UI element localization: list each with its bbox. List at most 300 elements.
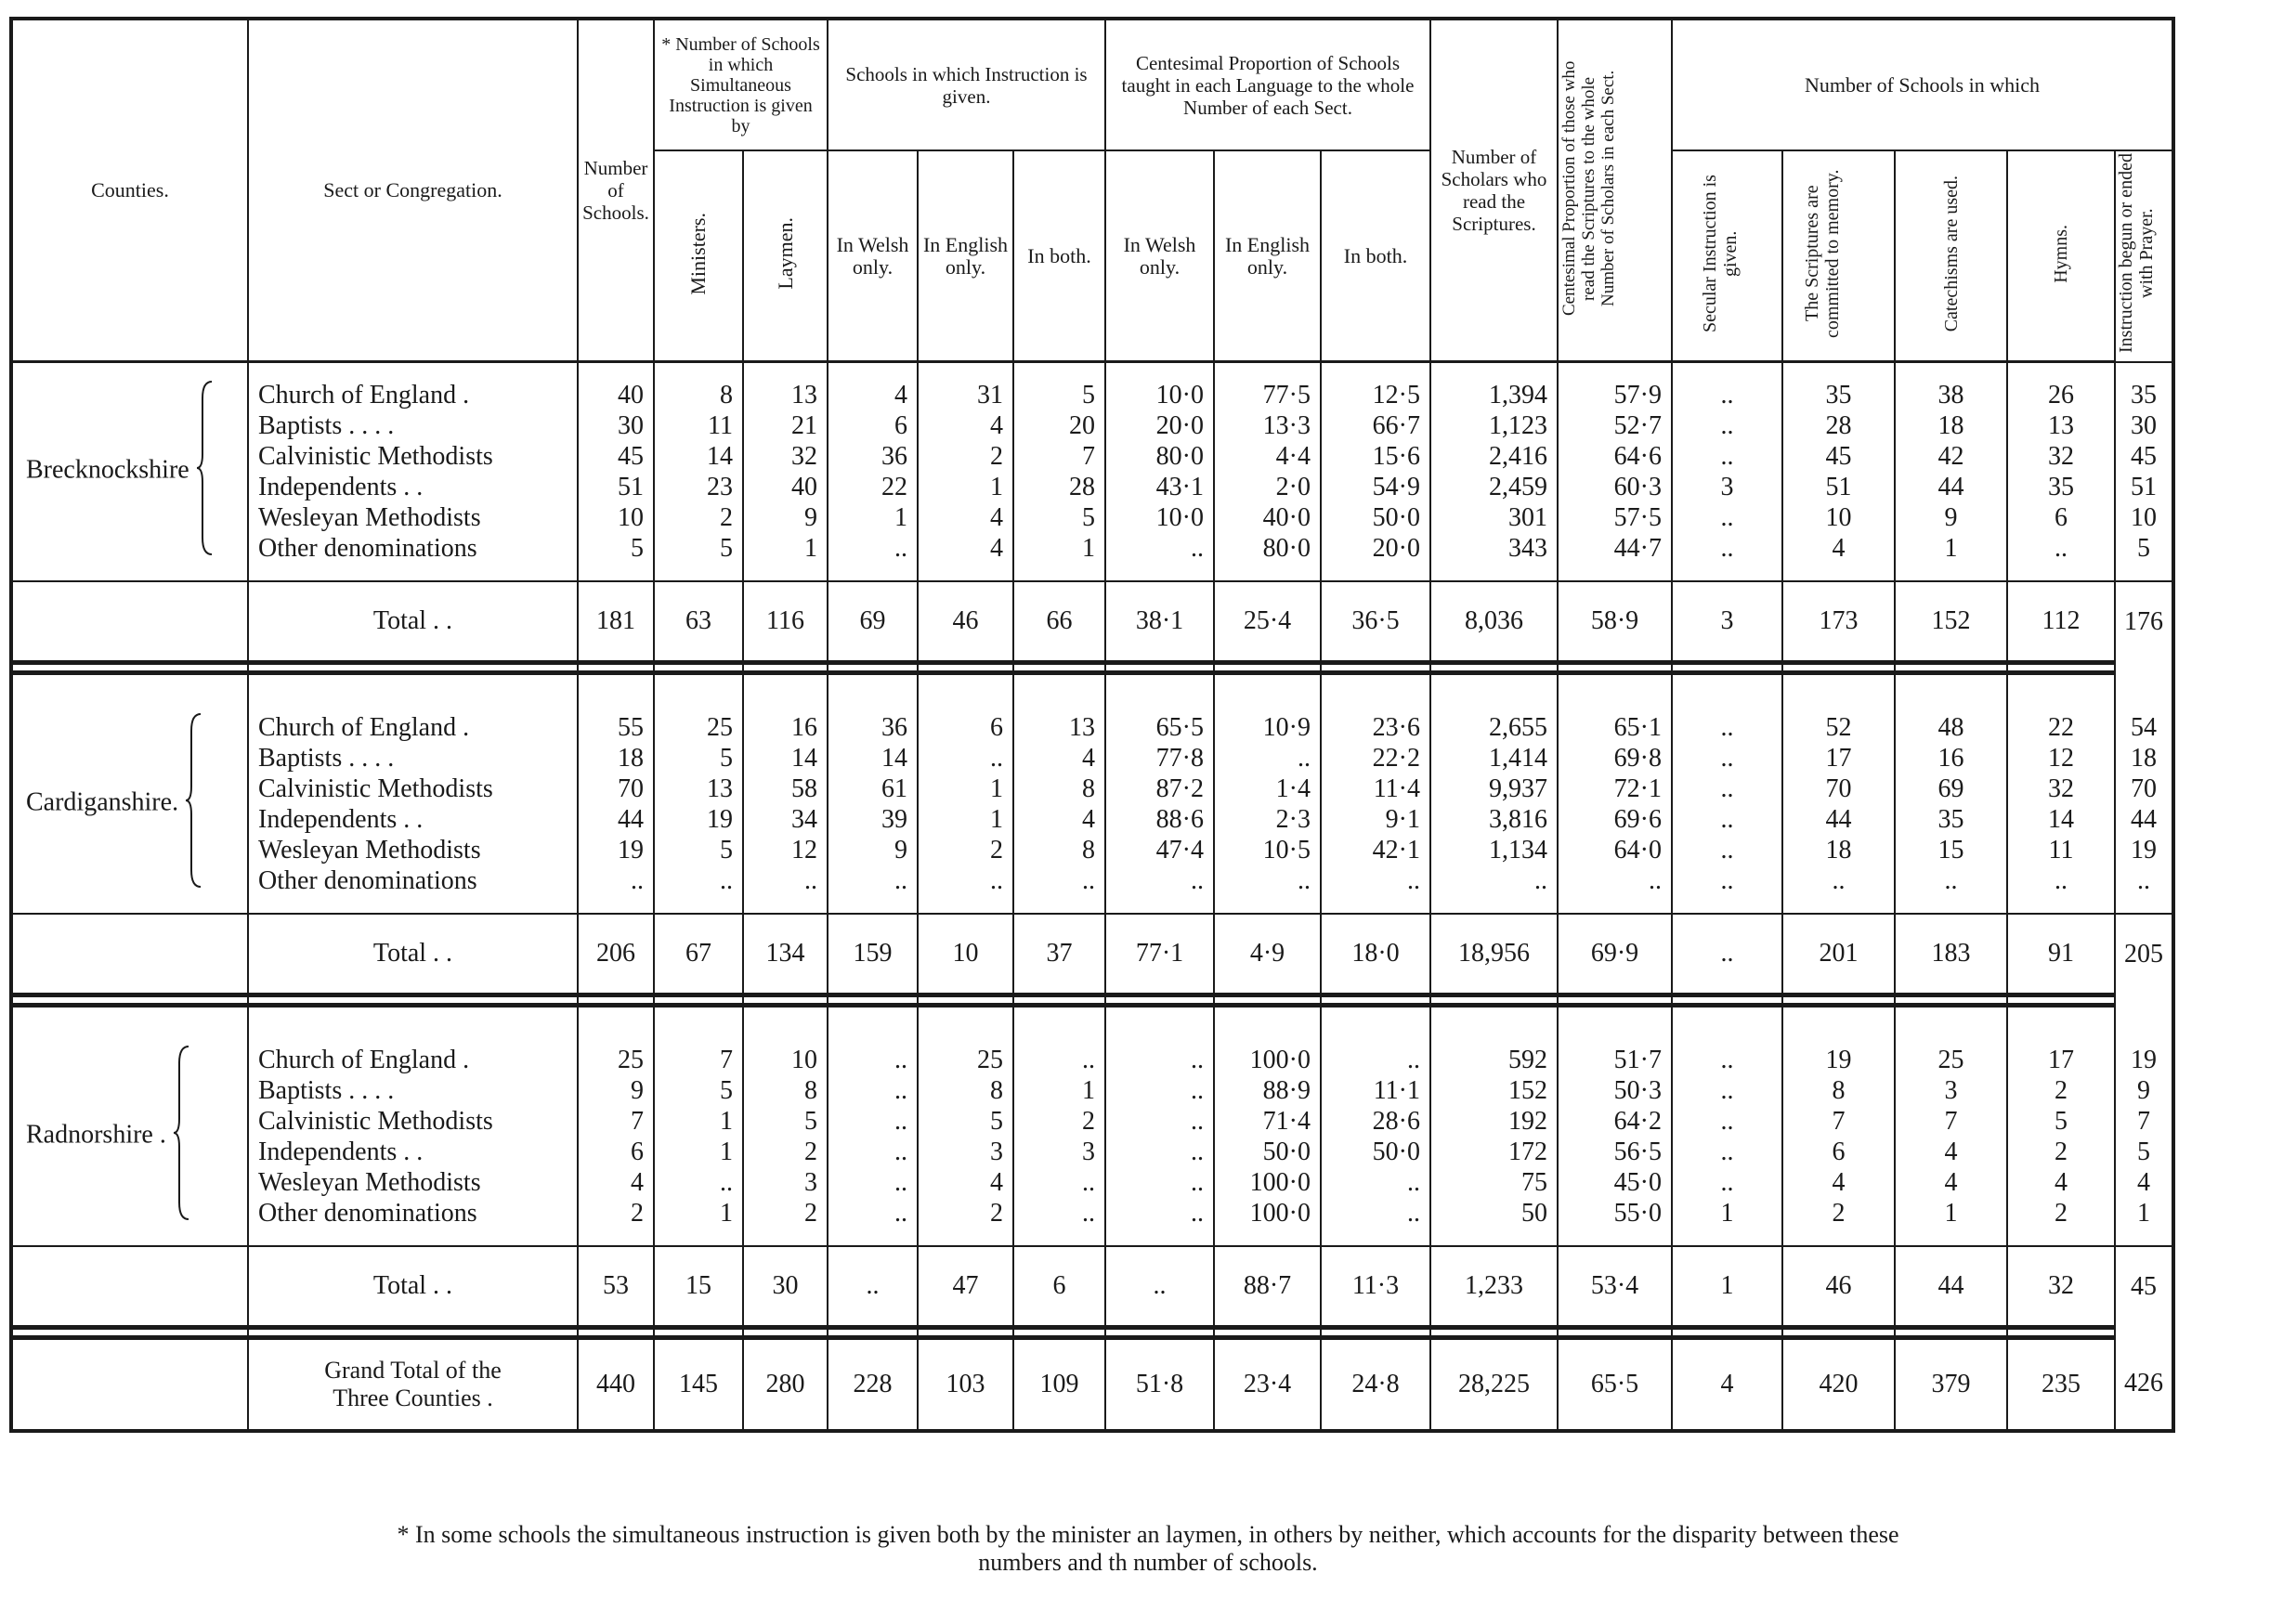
table-cell: 50·0 <box>1321 1137 1430 1167</box>
table-cell: 19 <box>1782 1045 1895 1075</box>
sect-name: Baptists . . . . <box>248 1075 578 1106</box>
table-cell: 32 <box>2007 441 2115 472</box>
table-cell: .. <box>828 533 918 564</box>
table-cell: .. <box>828 865 918 896</box>
table-cell: 8 <box>654 380 743 410</box>
table-cell: 2 <box>918 1198 1013 1228</box>
sect-name: Baptists . . . . <box>248 410 578 441</box>
table-cell: 16 <box>743 712 828 743</box>
spacer-row <box>11 1228 2173 1246</box>
table-cell: 6 <box>2007 502 2115 533</box>
sect-name: Church of England . <box>248 712 578 743</box>
table-cell: .. <box>918 865 1013 896</box>
total-cell: 201 <box>1782 914 1895 995</box>
total-cell: 1 <box>1672 1246 1782 1328</box>
table-cell: 21 <box>743 410 828 441</box>
table-cell: 14 <box>743 743 828 774</box>
table-cell: 4 <box>1895 1137 2007 1167</box>
header-pct-welsh-only: In Welsh only. <box>1105 150 1214 362</box>
table-cell: 8 <box>1013 774 1105 804</box>
table-cell: 20·0 <box>1105 410 1214 441</box>
total-cell: 88·7 <box>1214 1246 1321 1328</box>
header-simultaneous: * Number of Schools in which Simultaneous Instruction is given by <box>654 19 828 150</box>
table-cell: 34 <box>743 804 828 835</box>
table-cell: 35 <box>2007 472 2115 502</box>
table-cell: 64·6 <box>1558 441 1672 472</box>
county-label: Cardiganshire. <box>26 787 179 817</box>
table-cell: 8 <box>743 1075 828 1106</box>
table-cell: 61 <box>828 774 918 804</box>
table-cell: .. <box>1672 1045 1782 1075</box>
table-cell: 56·5 <box>1558 1137 1672 1167</box>
table-cell: 35 <box>1782 380 1895 410</box>
table-cell: 77·5 <box>1214 380 1321 410</box>
table-cell: .. <box>828 1198 918 1228</box>
table-cell: 1 <box>2115 1198 2173 1228</box>
header-scholars-read: Number of Scholars who read the Scriptures. <box>1430 19 1558 362</box>
table-cell: .. <box>1013 1198 1105 1228</box>
grand-total-cell: 109 <box>1013 1338 1105 1431</box>
table-cell: .. <box>1105 1075 1214 1106</box>
total-cell: .. <box>1672 914 1782 995</box>
table-cell: 7 <box>578 1106 654 1137</box>
table-cell: 11·4 <box>1321 774 1430 804</box>
table-cell: .. <box>654 1167 743 1198</box>
table-cell: .. <box>1013 1045 1105 1075</box>
county-name <box>11 712 248 896</box>
table-cell: 10·5 <box>1214 835 1321 865</box>
table-cell: 72·1 <box>1558 774 1672 804</box>
table-cell: 44 <box>578 804 654 835</box>
sect-name: Other denominations <box>248 1198 578 1228</box>
table-cell: 9 <box>828 835 918 865</box>
table-cell: 5 <box>654 835 743 865</box>
spacer-row <box>11 1006 2173 1046</box>
total-cell: 53 <box>578 1246 654 1328</box>
table-cell: 7 <box>1013 441 1105 472</box>
total-row <box>11 914 2173 995</box>
table-cell: 1 <box>654 1137 743 1167</box>
table-cell: .. <box>1105 1106 1214 1137</box>
table-row <box>11 1045 2173 1075</box>
table-cell: .. <box>828 1075 918 1106</box>
table-cell: 64·0 <box>1558 835 1672 865</box>
grand-total-cell: 235 <box>2007 1338 2115 1431</box>
table-cell: 13·3 <box>1214 410 1321 441</box>
table-cell: 6 <box>1782 1137 1895 1167</box>
table-cell: 45 <box>1782 441 1895 472</box>
table-row <box>11 743 2173 774</box>
table-cell: .. <box>1672 380 1782 410</box>
table-cell: 26 <box>2007 380 2115 410</box>
total-cell: 159 <box>828 914 918 995</box>
total-label: Total . . <box>248 581 578 663</box>
total-cell: 25·4 <box>1214 581 1321 663</box>
table-cell: 75 <box>1430 1167 1558 1198</box>
table-cell: .. <box>1105 1045 1214 1075</box>
table-cell: 5 <box>918 1106 1013 1137</box>
table-cell: .. <box>1672 1137 1782 1167</box>
table-cell: 14 <box>654 441 743 472</box>
table-cell: 343 <box>1430 533 1558 564</box>
table-cell: 52 <box>1782 712 1895 743</box>
table-cell: 14 <box>2007 804 2115 835</box>
table-cell: .. <box>1321 1045 1430 1075</box>
table-cell: 35 <box>2115 380 2173 410</box>
table-cell: 70 <box>578 774 654 804</box>
total-cell: 206 <box>578 914 654 995</box>
header-secular: Secular Instruction is given. <box>1672 150 1782 362</box>
table-cell: 17 <box>1782 743 1895 774</box>
table-cell: .. <box>1430 865 1558 896</box>
table-cell: 4 <box>2115 1167 2173 1198</box>
table-cell: 77·8 <box>1105 743 1214 774</box>
table-cell: 4 <box>1782 1167 1895 1198</box>
grand-total-cell: 65·5 <box>1558 1338 1672 1431</box>
table-cell: .. <box>1214 743 1321 774</box>
table-cell: 15·6 <box>1321 441 1430 472</box>
table-row <box>11 1075 2173 1106</box>
table-row <box>11 533 2173 564</box>
table-cell: 10 <box>2115 502 2173 533</box>
total-cell: 91 <box>2007 914 2115 995</box>
table-cell: 4 <box>2007 1167 2115 1198</box>
table-cell: 2·3 <box>1214 804 1321 835</box>
table-cell: .. <box>1672 743 1782 774</box>
table-row <box>11 410 2173 441</box>
county-label: Brecknockshire <box>26 455 189 485</box>
header-pct-english-only: In English only. <box>1214 150 1321 362</box>
table-cell: 25 <box>578 1045 654 1075</box>
table-cell: 22·2 <box>1321 743 1430 774</box>
header-english-only: In English only. <box>918 150 1013 362</box>
table-cell: 45 <box>578 441 654 472</box>
grand-total-cell: 103 <box>918 1338 1013 1431</box>
total-cell: 18·0 <box>1321 914 1430 995</box>
table-cell: 51 <box>1782 472 1895 502</box>
table-cell: 100·0 <box>1214 1045 1321 1075</box>
grand-total-cell: 420 <box>1782 1338 1895 1431</box>
total-cell: 181 <box>578 581 654 663</box>
table-cell: 4 <box>918 533 1013 564</box>
total-label: Total . . <box>248 1246 578 1328</box>
header-centesimal-scriptures: Centesimal Proportion of those who read the Scriptures to the whole Number of Scholars in each Sect. <box>1558 19 1672 362</box>
table-cell: 71·4 <box>1214 1106 1321 1137</box>
total-cell: 15 <box>654 1246 743 1328</box>
table-cell: 12·5 <box>1321 380 1430 410</box>
table-cell: 9·1 <box>1321 804 1430 835</box>
table-cell: 51 <box>578 472 654 502</box>
table-cell: 5 <box>743 1106 828 1137</box>
total-cell: 18,956 <box>1430 914 1558 995</box>
total-cell: 67 <box>654 914 743 995</box>
brace-icon <box>172 1045 190 1228</box>
table-cell: 10·0 <box>1105 502 1214 533</box>
total-cell: 8,036 <box>1430 581 1558 663</box>
header-pct-both: In both. <box>1321 150 1430 362</box>
table-row <box>11 472 2173 502</box>
table-cell: 1 <box>918 804 1013 835</box>
total-cell: 46 <box>918 581 1013 663</box>
table-cell: 5 <box>578 533 654 564</box>
table-cell: 4 <box>1013 743 1105 774</box>
grand-total-label-line-1: Grand Total of the <box>324 1356 502 1384</box>
table-cell: 23 <box>654 472 743 502</box>
table-cell: .. <box>1558 865 1672 896</box>
table-cell: 1 <box>1013 533 1105 564</box>
brace-icon <box>184 712 202 896</box>
table-cell: .. <box>2007 533 2115 564</box>
header-both: In both. <box>1013 150 1105 362</box>
table-cell: 11 <box>654 410 743 441</box>
table-cell: 50·0 <box>1214 1137 1321 1167</box>
spacer-row <box>11 896 2173 914</box>
header-instruction-given: Schools in which Instruction is given. <box>828 19 1105 150</box>
table-cell: .. <box>1321 865 1430 896</box>
total-cell: 69 <box>828 581 918 663</box>
grand-total-cell: 24·8 <box>1321 1338 1430 1431</box>
table-cell: .. <box>1321 1198 1430 1228</box>
table-cell: 13 <box>743 380 828 410</box>
table-cell: 60·3 <box>1558 472 1672 502</box>
total-cell: 173 <box>1782 581 1895 663</box>
table-cell: 32 <box>743 441 828 472</box>
table-cell: 44·7 <box>1558 533 1672 564</box>
grand-total-cell: 23·4 <box>1214 1338 1321 1431</box>
grand-total-cell: 145 <box>654 1338 743 1431</box>
table-cell: 100·0 <box>1214 1198 1321 1228</box>
table-row <box>11 835 2173 865</box>
table-cell: 5 <box>1013 380 1105 410</box>
table-cell: 5 <box>2115 1137 2173 1167</box>
header-committed: The Scriptures are committed to memory. <box>1782 150 1895 362</box>
table-cell: 4 <box>578 1167 654 1198</box>
total-cell: 4·9 <box>1214 914 1321 995</box>
table-cell: 23·6 <box>1321 712 1430 743</box>
total-cell: 183 <box>1895 914 2007 995</box>
table-cell: .. <box>743 865 828 896</box>
table-cell: 42 <box>1895 441 2007 472</box>
table-row <box>11 502 2173 533</box>
table-cell: .. <box>828 1106 918 1137</box>
sect-name: Independents . . <box>248 472 578 502</box>
table-cell: 19 <box>2115 1045 2173 1075</box>
table-cell: .. <box>828 1167 918 1198</box>
grand-total-cell: 426 <box>2115 1338 2173 1431</box>
total-cell: 47 <box>918 1246 1013 1328</box>
table-cell: 20·0 <box>1321 533 1430 564</box>
table-cell: 5 <box>654 1075 743 1106</box>
table-cell: 36 <box>828 441 918 472</box>
table-cell: 2 <box>654 502 743 533</box>
table-cell: 15 <box>1895 835 2007 865</box>
spacer-row <box>11 362 2173 381</box>
table-cell: 8 <box>918 1075 1013 1106</box>
table-cell: 2 <box>743 1137 828 1167</box>
table-cell: 45 <box>2115 441 2173 472</box>
table-cell: 172 <box>1430 1137 1558 1167</box>
total-cell: 152 <box>1895 581 2007 663</box>
header-laymen: Laymen. <box>743 150 828 362</box>
table-cell: .. <box>1672 774 1782 804</box>
sect-name: Calvinistic Methodists <box>248 441 578 472</box>
table-cell: 1 <box>918 774 1013 804</box>
table-cell: .. <box>918 743 1013 774</box>
table-cell: 4 <box>918 410 1013 441</box>
table-cell: 1·4 <box>1214 774 1321 804</box>
total-cell: 37 <box>1013 914 1105 995</box>
rule-row <box>11 1328 2173 1338</box>
table-cell: 100·0 <box>1214 1167 1321 1198</box>
footnote-line-1: * In some schools the simultaneous instruction is given both by the minister an laymen, in others by neither, which accounts for the disparity between these <box>397 1521 1899 1548</box>
header-number-schools-which: Number of Schools in which <box>1672 19 2173 150</box>
table-cell: 3,816 <box>1430 804 1558 835</box>
table-row <box>11 774 2173 804</box>
table-cell: 1,123 <box>1430 410 1558 441</box>
table-cell: 51 <box>2115 472 2173 502</box>
table-cell: 592 <box>1430 1045 1558 1075</box>
table-cell: .. <box>654 865 743 896</box>
table-row <box>11 1167 2173 1198</box>
table-cell: 39 <box>828 804 918 835</box>
total-cell: 30 <box>743 1246 828 1328</box>
table-cell: 22 <box>828 472 918 502</box>
brace-icon <box>195 380 214 564</box>
sect-name: Calvinistic Methodists <box>248 1106 578 1137</box>
table-cell: 4 <box>828 380 918 410</box>
spacer-row <box>11 564 2173 581</box>
total-cell: 66 <box>1013 581 1105 663</box>
table-cell: 1 <box>743 533 828 564</box>
grand-total-cell: 51·8 <box>1105 1338 1214 1431</box>
table-cell: .. <box>1214 865 1321 896</box>
table-cell: 50·0 <box>1321 502 1430 533</box>
table-cell: .. <box>1013 1167 1105 1198</box>
table-cell: .. <box>1672 865 1782 896</box>
table-cell: 1 <box>918 472 1013 502</box>
table-cell: .. <box>1672 410 1782 441</box>
table-cell: 18 <box>2115 743 2173 774</box>
table-cell: 4 <box>1895 1167 2007 1198</box>
total-label: Total . . <box>248 914 578 995</box>
table-cell: 10 <box>578 502 654 533</box>
table-cell: 50·3 <box>1558 1075 1672 1106</box>
table-cell: 38 <box>1895 380 2007 410</box>
grand-total-cell: 280 <box>743 1338 828 1431</box>
table-cell: .. <box>1105 865 1214 896</box>
table-cell: .. <box>1013 865 1105 896</box>
table-cell: 65·1 <box>1558 712 1672 743</box>
table-cell: 2 <box>918 835 1013 865</box>
table-row <box>11 1137 2173 1167</box>
table-cell: 2·0 <box>1214 472 1321 502</box>
table-cell: 19 <box>578 835 654 865</box>
table-cell: 31 <box>918 380 1013 410</box>
total-cell: 36·5 <box>1321 581 1430 663</box>
grand-total-label <box>248 1338 578 1431</box>
total-row <box>11 581 2173 663</box>
table-cell: 1 <box>654 1106 743 1137</box>
header-centesimal-language: Centesimal Proportion of Schools taught in each Language to the whole Number of each Sect. <box>1105 19 1430 150</box>
table-cell: 52·7 <box>1558 410 1672 441</box>
spacer-row <box>11 673 2173 713</box>
table-cell: 4 <box>1013 804 1105 835</box>
table-cell: 1 <box>1895 533 2007 564</box>
table-cell: 2 <box>1013 1106 1105 1137</box>
total-cell: 176 <box>2115 581 2173 663</box>
table-cell: 3 <box>1672 472 1782 502</box>
table-cell: .. <box>828 1137 918 1167</box>
table-cell: 57·5 <box>1558 502 1672 533</box>
sect-name: Church of England . <box>248 1045 578 1075</box>
total-cell: 3 <box>1672 581 1782 663</box>
header-ministers: Ministers. <box>654 150 743 362</box>
table-cell: 4 <box>918 502 1013 533</box>
table-cell: .. <box>1672 441 1782 472</box>
table-cell: 8 <box>1782 1075 1895 1106</box>
table-cell: 1,394 <box>1430 380 1558 410</box>
table-cell: 40 <box>743 472 828 502</box>
table-cell: 14 <box>828 743 918 774</box>
header-welsh-only: In Welsh only. <box>828 150 918 362</box>
total-cell: 46 <box>1782 1246 1895 1328</box>
table-cell: 2 <box>578 1198 654 1228</box>
table-cell: 8 <box>1013 835 1105 865</box>
table-cell: 5 <box>2115 533 2173 564</box>
table-cell: .. <box>1105 1137 1214 1167</box>
table-cell: 54·9 <box>1321 472 1430 502</box>
table-cell: 152 <box>1430 1075 1558 1106</box>
table-cell: 66·7 <box>1321 410 1430 441</box>
table-cell: 5 <box>654 533 743 564</box>
total-cell: 58·9 <box>1558 581 1672 663</box>
table-cell: 5 <box>2007 1106 2115 1137</box>
footnote-line-2: numbers and th number of schools. <box>978 1549 1318 1576</box>
table-cell: 2 <box>918 441 1013 472</box>
table-cell: 1,414 <box>1430 743 1558 774</box>
table-cell: 20 <box>1013 410 1105 441</box>
header-hymns: Hymns. <box>2007 150 2115 362</box>
sect-name: Wesleyan Methodists <box>248 502 578 533</box>
table-cell: 13 <box>2007 410 2115 441</box>
table-cell: 70 <box>1782 774 1895 804</box>
table-cell: 70 <box>2115 774 2173 804</box>
table-cell: 192 <box>1430 1106 1558 1137</box>
total-cell: 1,233 <box>1430 1246 1558 1328</box>
table-row <box>11 712 2173 743</box>
table-cell: 22 <box>2007 712 2115 743</box>
statistics-table <box>9 17 2175 1433</box>
header-counties: Counties. <box>11 19 248 362</box>
grand-total-cell: 440 <box>578 1338 654 1431</box>
rule-row <box>11 663 2173 673</box>
table-cell: 2 <box>2007 1198 2115 1228</box>
rule-row <box>11 995 2173 1006</box>
table-cell: 2,416 <box>1430 441 1558 472</box>
table-cell: 44 <box>2115 804 2173 835</box>
total-cell: 63 <box>654 581 743 663</box>
total-cell: .. <box>1105 1246 1214 1328</box>
total-cell: 45 <box>2115 1246 2173 1328</box>
table-cell: 9 <box>1895 502 2007 533</box>
table-cell: 47·4 <box>1105 835 1214 865</box>
total-cell: 44 <box>1895 1246 2007 1328</box>
table-row <box>11 441 2173 472</box>
table-cell: 7 <box>2115 1106 2173 1137</box>
grand-total-row <box>11 1338 2173 1431</box>
total-cell: 11·3 <box>1321 1246 1430 1328</box>
table-cell: 13 <box>654 774 743 804</box>
